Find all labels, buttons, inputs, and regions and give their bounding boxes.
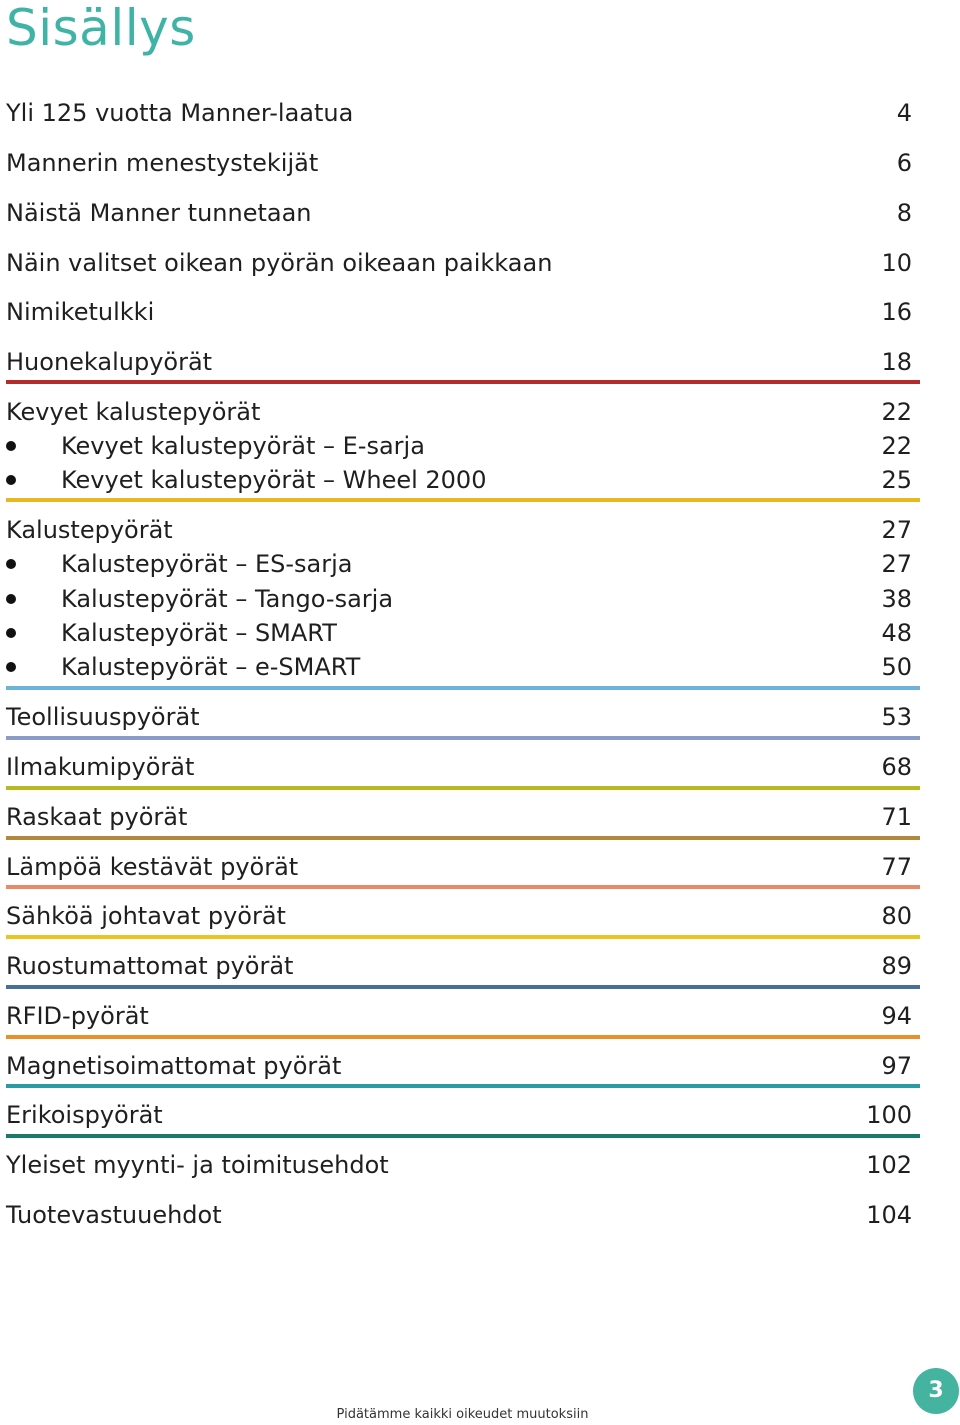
toc-entry-page-number: 77 — [881, 853, 912, 881]
toc-entry[interactable] — [6, 297, 912, 327]
toc-subentry[interactable] — [6, 465, 912, 495]
toc-entry-label: Ruostumattomat pyörät — [6, 952, 294, 980]
section-divider — [6, 836, 920, 840]
toc-entry-label: Mannerin menestystekijät — [6, 149, 319, 177]
section-divider — [6, 885, 920, 889]
toc-entry-page-number: 102 — [866, 1151, 912, 1179]
toc-entry-label: Yli 125 vuotta Manner-laatua — [6, 99, 354, 127]
toc-subentry[interactable] — [6, 431, 912, 461]
toc-entry-label: Sähköä johtavat pyörät — [6, 902, 286, 930]
toc-subentry[interactable] — [6, 549, 912, 579]
toc-entry[interactable] — [6, 1150, 912, 1180]
toc-entry-page-number: 22 — [881, 398, 912, 426]
section-divider — [6, 1084, 920, 1088]
toc-entry[interactable] — [6, 1200, 912, 1230]
toc-entry-page-number: 104 — [866, 1201, 912, 1229]
toc-entry-label: Erikoispyörät — [6, 1101, 163, 1129]
toc-subentry[interactable] — [6, 652, 912, 682]
toc-entry-label: Raskaat pyörät — [6, 803, 188, 831]
toc-entry-page-number: 10 — [881, 249, 912, 277]
bullet-icon — [6, 628, 16, 638]
toc-entry-label: Huonekalupyörät — [6, 348, 213, 376]
toc-entry[interactable] — [6, 951, 912, 981]
page-title: Sisällys — [6, 0, 196, 57]
toc-entry-page-number: 4 — [896, 99, 912, 127]
bullet-icon — [6, 559, 16, 569]
toc-entry-page-number: 94 — [881, 1002, 912, 1030]
bullet-icon — [6, 594, 16, 604]
toc-entry[interactable] — [6, 1001, 912, 1031]
toc-entry-label: RFID-pyörät — [6, 1002, 149, 1030]
toc-entry-page-number: 27 — [881, 550, 912, 578]
toc-entry-page-number: 71 — [881, 803, 912, 831]
toc-entry-label: Kevyet kalustepyörät – Wheel 2000 — [61, 466, 487, 494]
toc-entry-page-number: 6 — [896, 149, 912, 177]
section-divider — [6, 736, 920, 740]
toc-entry-page-number: 25 — [881, 466, 912, 494]
section-divider — [6, 786, 920, 790]
section-divider — [6, 686, 920, 690]
toc-entry-label: Kevyet kalustepyörät — [6, 398, 261, 426]
toc-entry[interactable] — [6, 752, 912, 782]
toc-entry[interactable] — [6, 515, 912, 545]
toc-entry-label: Näistä Manner tunnetaan — [6, 199, 312, 227]
toc-subentry[interactable] — [6, 618, 912, 648]
section-divider — [6, 1134, 920, 1138]
toc-entry[interactable] — [6, 702, 912, 732]
toc-entry-page-number: 80 — [881, 902, 912, 930]
toc-entry-label: Magnetisoimattomat pyörät — [6, 1052, 342, 1080]
toc-entry[interactable] — [6, 901, 912, 931]
toc-entry-label: Kalustepyörät – ES-sarja — [61, 550, 353, 578]
toc-entry[interactable] — [6, 148, 912, 178]
toc-entry[interactable] — [6, 1100, 912, 1130]
toc-entry[interactable] — [6, 852, 912, 882]
page-number-badge: 3 — [913, 1368, 959, 1414]
toc-entry-label: Ilmakumipyörät — [6, 753, 195, 781]
toc-entry-label: Näin valitset oikean pyörän oikeaan paikkaan — [6, 249, 553, 277]
toc-entry-page-number: 53 — [881, 703, 912, 731]
toc-entry-page-number: 48 — [881, 619, 912, 647]
toc-entry[interactable] — [6, 198, 912, 228]
toc-entry-label: Kalustepyörät — [6, 516, 173, 544]
toc-subentry[interactable] — [6, 584, 912, 614]
toc-entry-page-number: 27 — [881, 516, 912, 544]
section-divider — [6, 935, 920, 939]
toc-entry-label: Nimiketulkki — [6, 298, 155, 326]
toc-entry-page-number: 8 — [896, 199, 912, 227]
toc-entry-page-number: 97 — [881, 1052, 912, 1080]
toc-entry-page-number: 38 — [881, 585, 912, 613]
toc-entry[interactable] — [6, 802, 912, 832]
toc-entry-label: Kalustepyörät – e-SMART — [61, 653, 361, 681]
section-divider — [6, 498, 920, 502]
toc-entry-label: Teollisuuspyörät — [6, 703, 200, 731]
toc-entry-page-number: 22 — [881, 432, 912, 460]
section-divider — [6, 985, 920, 989]
toc-entry-page-number: 89 — [881, 952, 912, 980]
toc-entry-label: Kalustepyörät – Tango-sarja — [61, 585, 394, 613]
section-divider — [6, 1035, 920, 1039]
toc-entry[interactable] — [6, 397, 912, 427]
toc-entry-page-number: 68 — [881, 753, 912, 781]
toc-entry-page-number: 50 — [881, 653, 912, 681]
toc-entry-label: Lämpöä kestävät pyörät — [6, 853, 299, 881]
bullet-icon — [6, 441, 16, 451]
section-divider — [6, 380, 920, 384]
footer-note: Pidätämme kaikki oikeudet muutoksiin — [336, 1407, 589, 1422]
toc-entry-page-number: 18 — [881, 348, 912, 376]
toc-entry-label: Yleiset myynti- ja toimitusehdot — [6, 1151, 389, 1179]
toc-entry-page-number: 100 — [866, 1101, 912, 1129]
bullet-icon — [6, 662, 16, 672]
toc-entry[interactable] — [6, 1051, 912, 1081]
toc-entry-label: Kevyet kalustepyörät – E-sarja — [61, 432, 425, 460]
toc-entry-label: Kalustepyörät – SMART — [61, 619, 337, 647]
toc-entry-label: Tuotevastuuehdot — [6, 1201, 222, 1229]
toc-entry[interactable] — [6, 347, 912, 377]
toc-entry[interactable] — [6, 248, 912, 278]
toc-entry[interactable] — [6, 98, 912, 128]
toc-entry-page-number: 16 — [881, 298, 912, 326]
bullet-icon — [6, 475, 16, 485]
